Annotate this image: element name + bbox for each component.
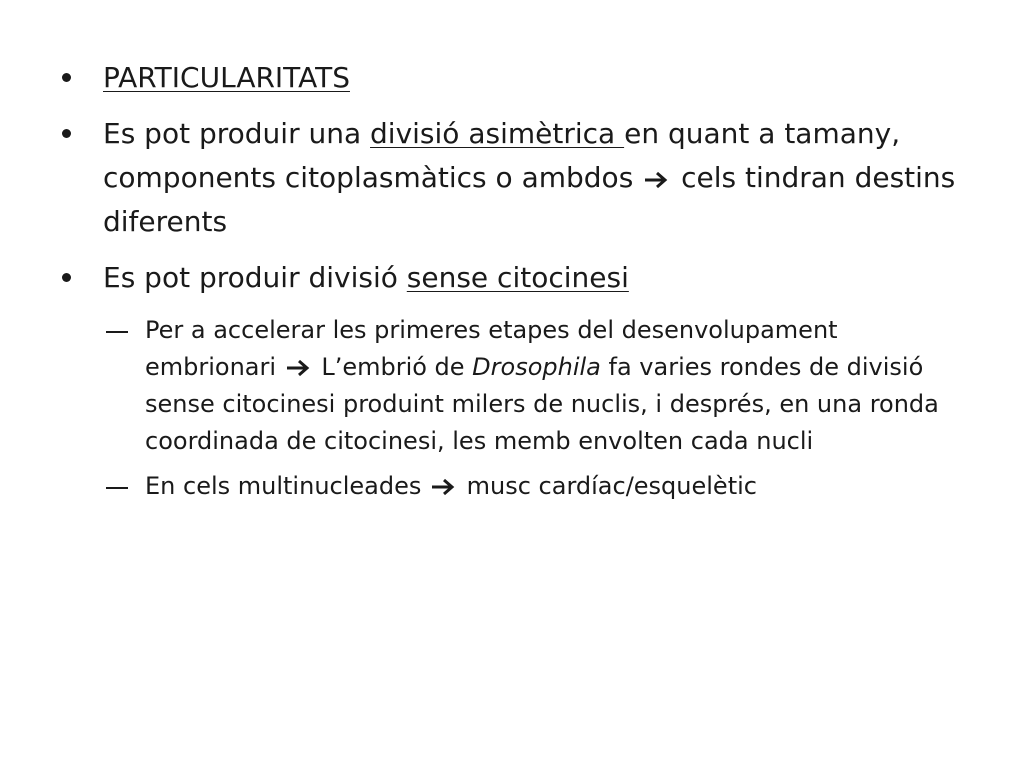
dash-bullet-icon (106, 312, 136, 349)
bullet-item-1 (60, 56, 960, 100)
sub-item-1 (60, 312, 960, 460)
sub-item-text: fa varies rondes de divisió sense citocinesi produint milers de nuclis, i després, en una ronda coordinada de citocinesi, les memb envolten cada nucli (145, 353, 939, 455)
arrow-right-icon (286, 359, 312, 377)
sub-item-text: Per a accelerar les primeres etapes del desenvolupament embrionari (145, 316, 838, 381)
sub-item-text: L’embrió de (313, 353, 473, 381)
item-text: cels tindran destins diferents (103, 161, 956, 238)
sub-item-text-italic: Drosophila (472, 353, 601, 381)
bullet-list (60, 56, 960, 513)
item-text-underlined: divisió asimètrica (370, 117, 625, 150)
item-text: Es pot produir divisió (103, 261, 407, 294)
arrow-right-icon (431, 478, 457, 496)
heading-text: PARTICULARITATS (103, 61, 350, 94)
item-text: en quant a tamany, components citoplasmàtics o ambdos (103, 117, 901, 194)
arrow-right-icon (644, 171, 670, 189)
sub-item-text: En cels multinucleades (145, 472, 429, 500)
bullet-item-3 (60, 256, 960, 300)
sub-item-2 (60, 468, 960, 505)
item-text: Es pot produir una (103, 117, 371, 150)
item-text-underlined: sense citocinesi (406, 261, 629, 294)
sub-item-text: musc cardíac/esquelètic (459, 472, 757, 500)
bullet-item-2 (60, 112, 960, 244)
dash-bullet-icon (106, 468, 136, 505)
